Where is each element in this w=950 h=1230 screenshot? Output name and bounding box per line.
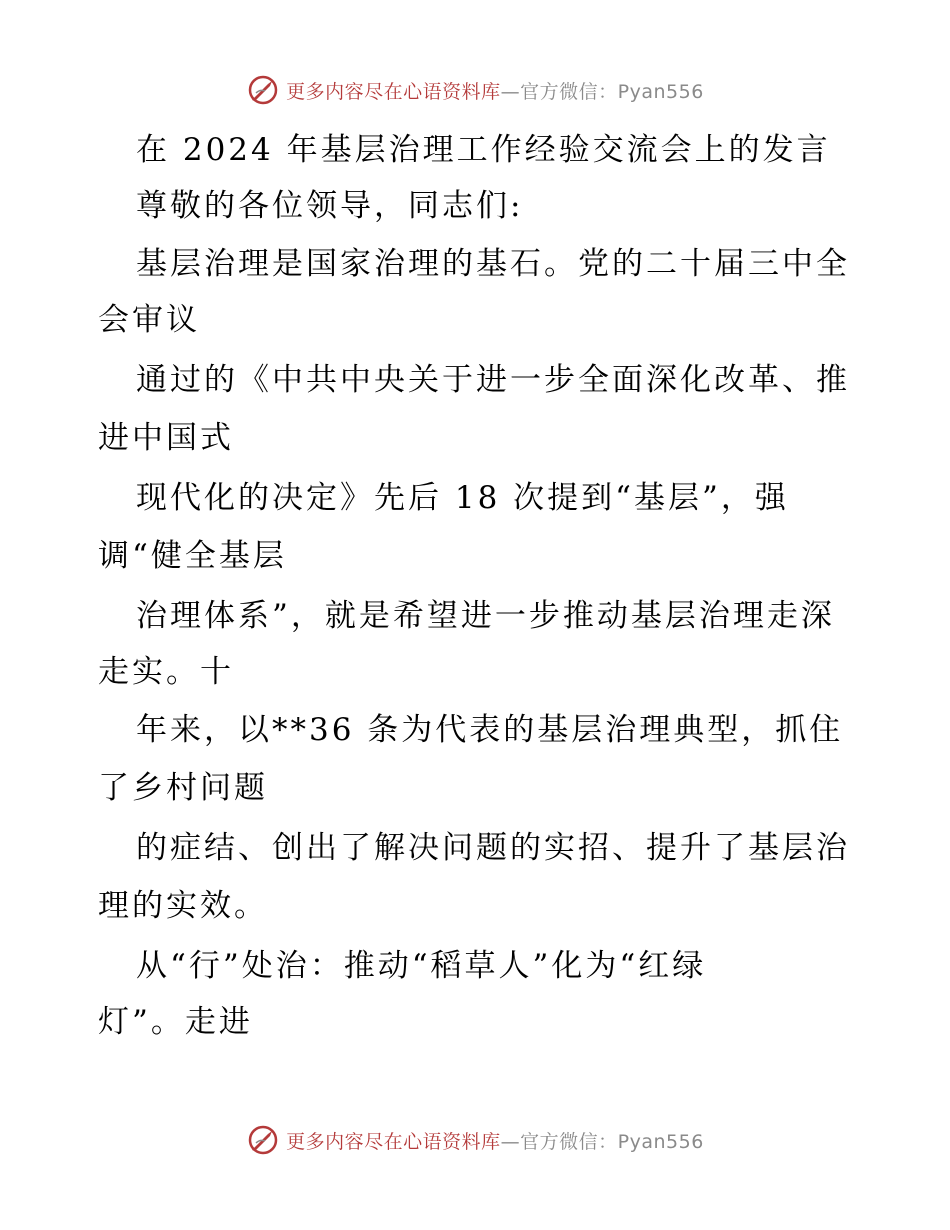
watermark-main: 更多内容尽在心语资料库 — [286, 1130, 501, 1153]
pen-logo-icon — [246, 73, 280, 107]
watermark-dash: — — [500, 1130, 521, 1153]
text-line: 理的实效。 — [98, 888, 268, 924]
text-line: 通过的《中共中央关于进一步全面深化改革、推 — [136, 362, 850, 398]
text-line: 现代化的决定》先后 18 次提到“基层”，强 — [136, 480, 789, 516]
text-line: 灯”。走进 — [98, 1004, 253, 1040]
text-line: 了乡村问题 — [98, 770, 268, 806]
document-title: 在 2024 年基层治理工作经验交流会上的发言 — [136, 132, 831, 168]
text-line: 走实。十 — [98, 654, 234, 690]
watermark-dash: — — [500, 80, 521, 103]
text-line: 基层治理是国家治理的基石。党的二十届三中全 — [136, 246, 850, 282]
watermark-text — [286, 77, 704, 104]
pen-logo-icon — [246, 1123, 280, 1157]
watermark-wechat: 官方微信：Pyan556 — [520, 1130, 704, 1153]
text-line: 调“健全基层 — [98, 538, 287, 574]
text-line: 从“行”处治：推动“稻草人”化为“红绿 — [136, 948, 707, 984]
watermark-wechat: 官方微信：Pyan556 — [520, 80, 704, 103]
footer-watermark — [0, 1118, 950, 1162]
watermark-text — [286, 1127, 704, 1154]
text-line: 的症结、创出了解决问题的实招、提升了基层治 — [136, 830, 850, 866]
text-line: 进中国式 — [98, 420, 234, 456]
salutation: 尊敬的各位领导，同志们: — [136, 188, 524, 224]
text-line: 会审议 — [98, 302, 200, 338]
header-watermark — [0, 68, 950, 112]
text-line: 年来，以**36 条为代表的基层治理典型，抓住 — [136, 712, 844, 748]
text-line: 治理体系”，就是希望进一步推动基层治理走深 — [136, 598, 835, 634]
watermark-main: 更多内容尽在心语资料库 — [286, 80, 501, 103]
